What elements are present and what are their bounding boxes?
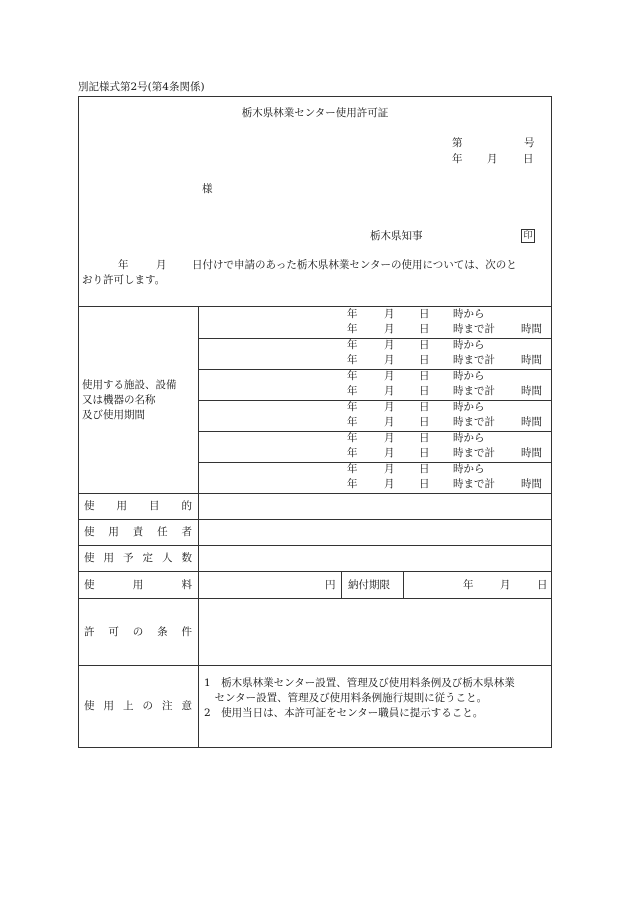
slot-until-time: 時まで計 xyxy=(453,354,495,366)
row-rule-headcount xyxy=(78,545,552,546)
form-label: 別記様式第2号(第4条関係) xyxy=(78,81,205,93)
period-rule-3 xyxy=(198,400,552,401)
slot-until-time: 時まで計 xyxy=(453,323,495,335)
slot-until-month: 月 xyxy=(384,385,395,397)
table-top-rule xyxy=(78,306,552,307)
intro-year: 年 xyxy=(118,259,129,271)
note-item-1-cont: センター設置、管理及び使用料条例施行規則に従うこと。 xyxy=(204,692,488,704)
slot-from-day: 日 xyxy=(419,401,430,413)
intro-body: 日付けで申請のあった栃木県林業センターの使用については、次のと xyxy=(192,259,517,271)
label-conditions: 許 可 の 条 件 xyxy=(84,626,192,638)
slot-from-time: 時から xyxy=(453,308,485,320)
slot-until-time: 時まで計 xyxy=(453,447,495,459)
fee-deadline-day: 日 xyxy=(537,579,548,591)
label-purpose: 使 用 目 的 xyxy=(84,500,192,512)
slot-from-year: 年 xyxy=(347,339,358,351)
slot-until-day: 日 xyxy=(419,447,430,459)
slot-from-year: 年 xyxy=(347,463,358,475)
intro-line2: おり許可します。 xyxy=(82,274,166,286)
issue-date-month: 月 xyxy=(487,153,498,165)
slot-from-month: 月 xyxy=(384,463,395,475)
number-dai: 第 xyxy=(452,137,463,149)
note-item-1: 1 栃木県林業センター設置、管理及び使用料条例及び栃木県林業 xyxy=(204,677,515,689)
slot-until-month: 月 xyxy=(384,447,395,459)
row-rule-conditions xyxy=(78,598,552,599)
issue-date-day: 日 xyxy=(523,153,534,165)
slot-from-year: 年 xyxy=(347,370,358,382)
seal-mark: 印 xyxy=(521,229,535,243)
slot-hours: 時間 xyxy=(521,323,542,335)
fee-divider-1 xyxy=(341,571,342,598)
addressee-sama: 様 xyxy=(202,183,213,195)
period-label-line3: 及び使用期間 xyxy=(82,409,145,421)
slot-from-time: 時から xyxy=(453,339,485,351)
slot-until-month: 月 xyxy=(384,416,395,428)
slot-from-day: 日 xyxy=(419,308,430,320)
fee-deadline-year: 年 xyxy=(463,579,474,591)
slot-from-time: 時から xyxy=(453,401,485,413)
slot-hours: 時間 xyxy=(521,416,542,428)
slot-from-month: 月 xyxy=(384,370,395,382)
slot-from-month: 月 xyxy=(384,339,395,351)
period-rule-1 xyxy=(198,338,552,339)
slot-hours: 時間 xyxy=(521,447,542,459)
document-title: 栃木県林業センター使用許可証 xyxy=(241,107,389,119)
period-label-line1: 使用する施設、設備 xyxy=(82,379,177,391)
slot-until-year: 年 xyxy=(347,416,358,428)
slot-until-day: 日 xyxy=(419,323,430,335)
slot-until-month: 月 xyxy=(384,478,395,490)
slot-until-year: 年 xyxy=(347,323,358,335)
label-column-rule xyxy=(198,306,199,748)
fee-divider-2 xyxy=(403,571,404,598)
slot-from-year: 年 xyxy=(347,308,358,320)
slot-until-time: 時まで計 xyxy=(453,385,495,397)
slot-from-day: 日 xyxy=(419,339,430,351)
note-item-2: 2 使用当日は、本許可証をセンター職員に提示すること。 xyxy=(204,707,484,719)
slot-from-time: 時から xyxy=(453,463,485,475)
slot-from-day: 日 xyxy=(419,463,430,475)
slot-until-month: 月 xyxy=(384,323,395,335)
slot-until-year: 年 xyxy=(347,354,358,366)
slot-until-year: 年 xyxy=(347,385,358,397)
period-rule-4 xyxy=(198,431,552,432)
issue-date-year: 年 xyxy=(452,153,463,165)
slot-from-day: 日 xyxy=(419,370,430,382)
slot-until-month: 月 xyxy=(384,354,395,366)
slot-from-month: 月 xyxy=(384,401,395,413)
label-fee: 使 用 料 xyxy=(84,579,192,591)
slot-hours: 時間 xyxy=(521,385,542,397)
slot-until-day: 日 xyxy=(419,385,430,397)
slot-until-year: 年 xyxy=(347,447,358,459)
period-label-line2: 又は機器の名称 xyxy=(82,394,156,406)
slot-from-time: 時から xyxy=(453,370,485,382)
row-rule-notes xyxy=(78,665,552,666)
slot-from-year: 年 xyxy=(347,401,358,413)
slot-from-day: 日 xyxy=(419,432,430,444)
label-headcount: 使 用 予 定 人 数 xyxy=(84,552,192,564)
fee-yen: 円 xyxy=(325,579,336,591)
period-rule-5 xyxy=(198,462,552,463)
row-rule-responsible xyxy=(78,519,552,520)
intro-month: 月 xyxy=(156,259,167,271)
slot-until-time: 時まで計 xyxy=(453,478,495,490)
label-responsible: 使 用 責 任 者 xyxy=(84,526,192,538)
row-rule-fee xyxy=(78,571,552,572)
slot-hours: 時間 xyxy=(521,478,542,490)
slot-until-day: 日 xyxy=(419,354,430,366)
slot-from-month: 月 xyxy=(384,432,395,444)
slot-from-time: 時から xyxy=(453,432,485,444)
label-notes: 使 用 上 の 注 意 xyxy=(84,700,192,712)
slot-until-time: 時まで計 xyxy=(453,416,495,428)
fee-deadline-month: 月 xyxy=(500,579,511,591)
slot-hours: 時間 xyxy=(521,354,542,366)
slot-until-day: 日 xyxy=(419,478,430,490)
slot-until-day: 日 xyxy=(419,416,430,428)
row-rule-purpose xyxy=(78,493,552,494)
fee-deadline-label: 納付期限 xyxy=(348,579,390,591)
slot-from-year: 年 xyxy=(347,432,358,444)
period-rule-2 xyxy=(198,369,552,370)
issuer-name: 栃木県知事 xyxy=(370,230,423,242)
slot-from-month: 月 xyxy=(384,308,395,320)
slot-until-year: 年 xyxy=(347,478,358,490)
number-go: 号 xyxy=(524,137,535,149)
